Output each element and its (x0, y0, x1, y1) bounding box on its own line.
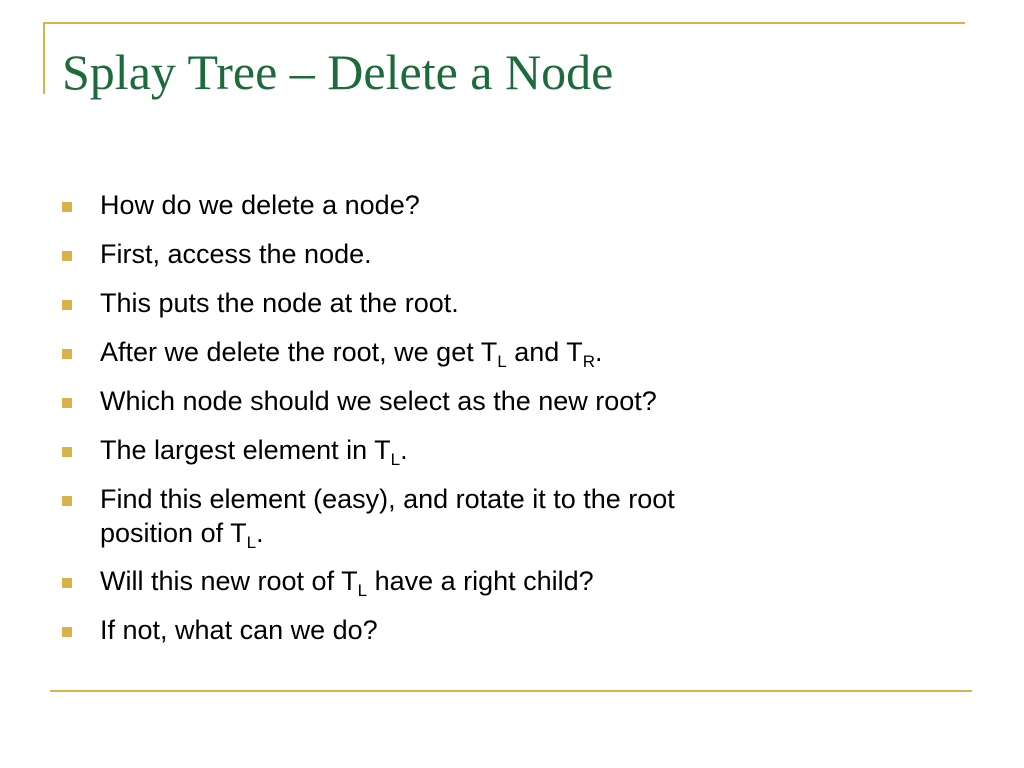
bullet-item (62, 188, 962, 222)
footer-rule (50, 690, 972, 692)
square-bullet-icon (62, 627, 72, 637)
square-bullet-icon (62, 349, 72, 359)
bullet-text-before-subscript: Will this new root of T (100, 566, 358, 596)
subscript-l: L (390, 450, 401, 469)
bullet-item (62, 335, 962, 369)
bullet-item (62, 613, 962, 647)
square-bullet-icon (62, 496, 72, 506)
bullet-item (62, 564, 962, 598)
bullet-text: First, access the node. (100, 239, 372, 269)
slide-title: Splay Tree – Delete a Node (62, 44, 614, 100)
bullet-item (62, 384, 962, 418)
title-frame-top-rule (43, 22, 965, 24)
square-bullet-icon (62, 447, 72, 457)
square-bullet-icon (62, 398, 72, 408)
square-bullet-icon (62, 251, 72, 261)
bullet-text-between-subscripts: and T (506, 337, 583, 367)
bullet-item (62, 286, 962, 320)
bullet-text: Which node should we select as the new root? (100, 386, 657, 416)
bullet-text: If not, what can we do? (100, 615, 378, 645)
bullet-text-before-subscript: position of T (100, 518, 247, 548)
bullet-text-before-subscript: The largest element in T (100, 435, 391, 465)
bullet-item (62, 433, 962, 467)
bullet-list (62, 188, 962, 662)
bullet-text-after-subscript: have a right child? (367, 566, 594, 596)
bullet-text: This puts the node at the root. (100, 288, 459, 318)
square-bullet-icon (62, 300, 72, 310)
bullet-item (62, 237, 962, 271)
bullet-text-after-subscript: . (256, 518, 264, 548)
bullet-text: How do we delete a node? (100, 190, 420, 220)
subscript-l: L (497, 352, 507, 371)
square-bullet-icon (62, 578, 72, 588)
bullet-text-after-subscript: . (400, 435, 408, 465)
bullet-text-first-line: Find this element (easy), and rotate it to the root (100, 484, 675, 514)
subscript-l: L (357, 581, 368, 600)
bullet-text-after-subscript: . (595, 337, 603, 367)
subscript-r: R (582, 352, 596, 371)
subscript-l: L (246, 533, 257, 552)
bullet-item (62, 482, 962, 550)
bullet-text-before-subscript: After we delete the root, we get T (100, 337, 498, 367)
title-frame-vertical-rule (43, 22, 45, 94)
square-bullet-icon (62, 202, 72, 212)
